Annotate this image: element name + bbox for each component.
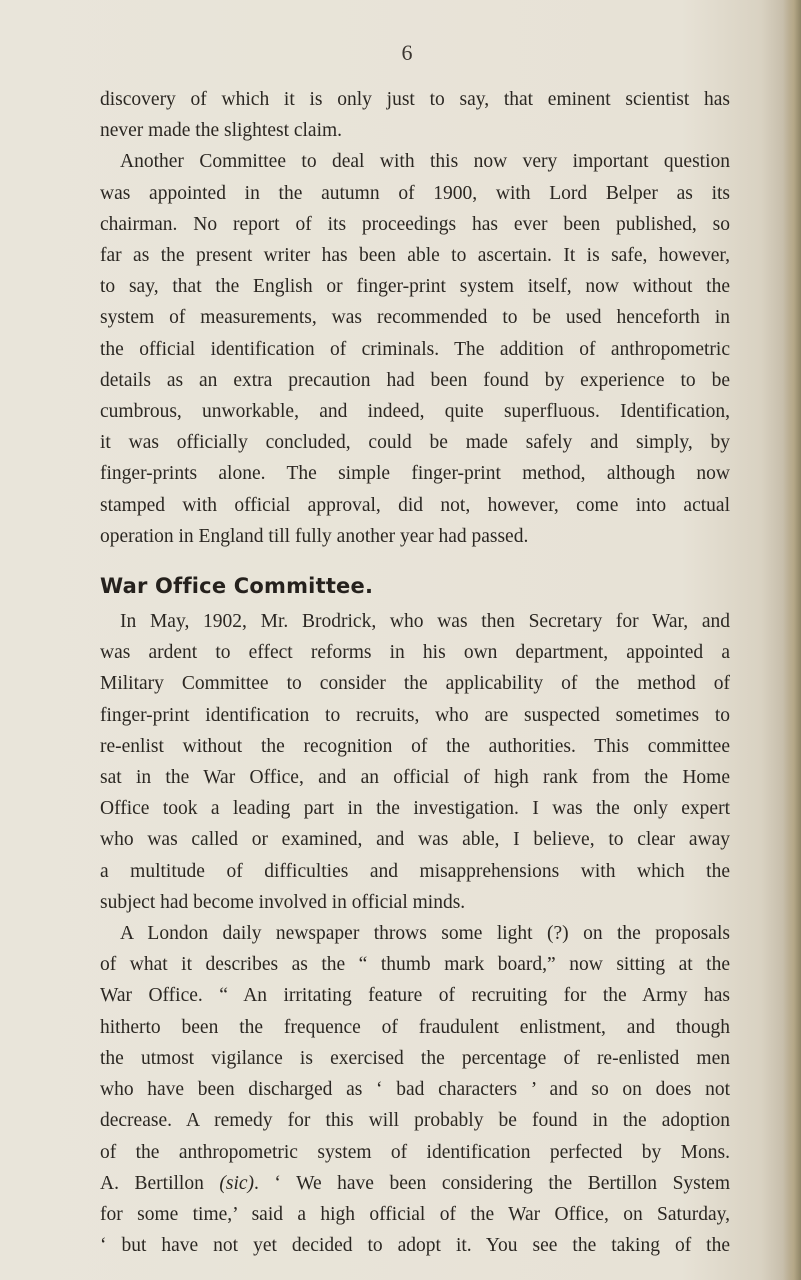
text-line: chairman. No report of its proceedings has ever been published, so	[100, 213, 730, 235]
text-line: operation in England till fully another year had passed.	[100, 525, 529, 547]
text-line: far as the present writer has been able to ascertain. It is safe, however,	[100, 245, 730, 267]
text-line: Office took a leading part in the investigation. I was the only expert	[100, 798, 730, 820]
text-line: finger-print identification to recruits, who are suspected sometimes to	[100, 704, 730, 726]
text-line: subject had become involved in official minds.	[100, 891, 466, 913]
text-line: for some time,’ said a high official of the War Office, on Saturday,	[100, 1203, 730, 1225]
text-line: never made the slightest claim.	[100, 120, 343, 142]
text-line: details as an extra precaution had been found by experience to be	[100, 369, 730, 391]
paragraph	[100, 146, 730, 552]
text-line: it was officially concluded, could be made safely and simply, by	[100, 432, 730, 454]
text-line: War Office. “ An irritating feature of recruiting for the Army has	[100, 985, 730, 1007]
text-line: Another Committee to deal with this now very important question	[120, 151, 730, 173]
text-line: A London daily newspaper throws some light (?) on the proposals	[120, 923, 730, 945]
text-line: hitherto been the frequence of fraudulent enlistment, and though	[100, 1016, 730, 1038]
paragraph	[100, 606, 730, 918]
text-line: of the anthropometric system of identification perfected by Mons.	[100, 1141, 730, 1163]
text-line: discovery of which it is only just to say, that eminent scientist has	[100, 89, 730, 110]
page-edge-shadow	[783, 0, 801, 1280]
paragraph	[100, 84, 730, 146]
text-line: a multitude of difficulties and misapprehensions with which the	[100, 860, 730, 882]
text-line: In May, 1902, Mr. Brodrick, who was then Secretary for War, and	[120, 611, 730, 633]
text-line: the utmost vigilance is exercised the percentage of re-enlisted men	[100, 1047, 730, 1069]
text-line: stamped with official approval, did not, however, come into actual	[100, 494, 730, 516]
text-line: who was called or examined, and was able, I believe, to clear away	[100, 829, 730, 851]
paragraph	[100, 918, 730, 1261]
text-line: sat in the War Office, and an official of high rank from the Home	[100, 767, 730, 789]
text-line: to say, that the English or finger-print system itself, now without the	[100, 276, 730, 298]
page-number: 6	[401, 40, 413, 65]
text-line: who have been discharged as ‘ bad characters ’ and so on does not	[100, 1079, 730, 1101]
text-line: Military Committee to consider the applicability of the method of	[100, 673, 730, 695]
text-line: system of measurements, was recommended to be used henceforth in	[100, 307, 730, 329]
text-line: decrease. A remedy for this will probably be found in the adoption	[100, 1110, 730, 1132]
text-line: the official identification of criminals. The addition of anthropometric	[100, 338, 730, 360]
text-line: A. Bertillon (sic). ‘ We have been considering the Bertillon System	[100, 1172, 730, 1194]
text-line: was appointed in the autumn of 1900, with Lord Belper as its	[100, 182, 730, 204]
body-text	[100, 84, 730, 1261]
section-heading: War Office Committee.	[100, 574, 374, 599]
text-line: cumbrous, unworkable, and indeed, quite superfluous. Identification,	[100, 401, 730, 423]
text-line: finger-prints alone. The simple finger-print method, although now	[100, 463, 730, 485]
text-line: ‘ but have not yet decided to adopt it. You see the taking of the	[100, 1235, 730, 1257]
text-line: re-enlist without the recognition of the authorities. This committee	[100, 735, 730, 757]
text-line: of what it describes as the “ thumb mark board,” now sitting at the	[100, 954, 730, 976]
text-line: was ardent to effect reforms in his own department, appointed a	[100, 642, 730, 664]
